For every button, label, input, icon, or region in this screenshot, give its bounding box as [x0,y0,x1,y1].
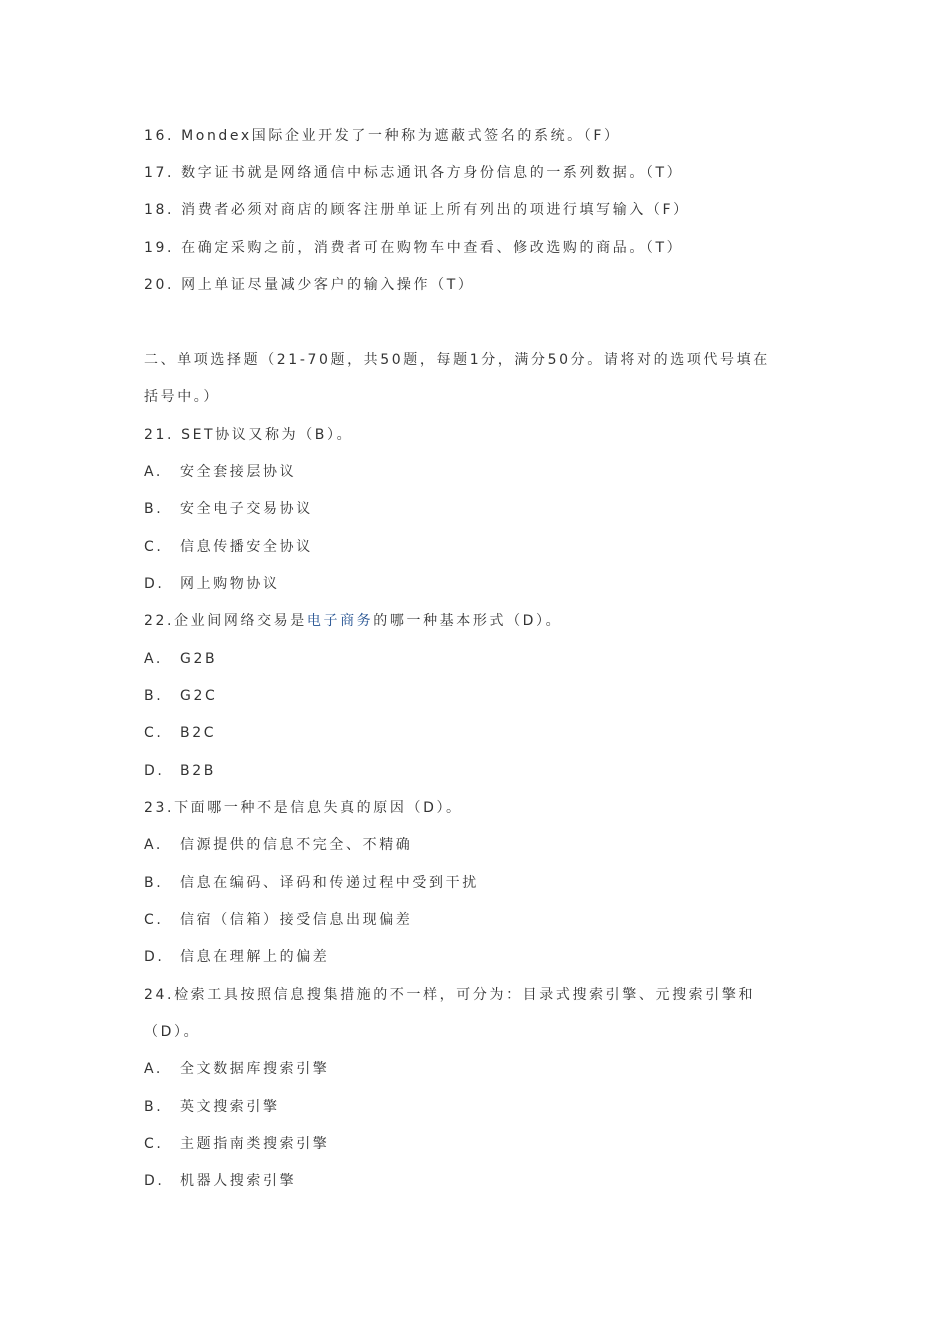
option-letter: C. [144,1136,164,1152]
question-23-option-b [144,874,479,892]
option-letter: A. [144,651,163,667]
option-letter: D. [144,1173,165,1189]
question-24-option-d [144,1172,296,1190]
option-letter: D. [144,576,165,592]
option-text: 信息在理解上的偏差 [180,949,330,965]
option-text: 英文搜索引擎 [180,1099,280,1115]
option-letter: B. [144,1099,164,1115]
question-22-option-b [144,687,217,705]
question-23-option-a [144,836,412,854]
stem-text-after: 的哪一种基本形式（D）。 [373,613,563,629]
option-text: 主题指南类搜索引擎 [180,1136,330,1152]
tf-item-17: 17. 数字证书就是网络通信中标志通讯各方身份信息的一系列数据。（T） [144,165,684,181]
option-letter: A. [144,464,163,480]
section-heading-line1: 二、单项选择题（21-70题，共50题，每题1分，满分50分。请将对的选项代号填在 [144,352,770,368]
question-24-option-b [144,1098,280,1116]
question-21-option-a [144,463,296,481]
option-text: 网上购物协议 [180,576,280,592]
tf-item-16: 16. Mondex国际企业开发了一种称为遮蔽式签名的系统。（F） [144,128,621,144]
option-text: 机器人搜索引擎 [180,1173,297,1189]
tf-item-20: 20. 网上单证尽量减少客户的输入操作（T） [144,277,475,293]
option-letter: C. [144,539,164,555]
question-23-option-c [144,911,412,929]
question-24-option-c [144,1135,329,1153]
option-letter: D. [144,949,165,965]
ecommerce-link[interactable]: 电子商务 [306,613,374,629]
option-text: 信宿（信箱）接受信息出现偏差 [180,912,413,928]
question-22-option-c [144,724,216,742]
question-22-option-d [144,762,216,780]
option-text: 全文数据库搜索引擎 [180,1061,330,1077]
question-21-option-d [144,575,280,593]
stem-text-before: 22.企业间网络交易是 [144,613,307,629]
question-21-stem: 21. SET协议又称为（B）。 [144,427,354,443]
question-22-stem [144,612,562,630]
question-22-option-a [144,650,217,668]
option-letter: D. [144,763,165,779]
question-24-option-a [144,1060,329,1078]
option-letter: B. [144,875,164,891]
option-letter: C. [144,912,164,928]
question-23-stem: 23.下面哪一种不是信息失真的原因（D）。 [144,800,463,816]
option-letter: B. [144,501,164,517]
option-text: B2B [180,763,216,779]
question-21-option-c [144,538,313,556]
option-letter: B. [144,688,164,704]
option-letter: A. [144,1061,163,1077]
question-23-option-d [144,948,329,966]
option-text: 安全套接层协议 [180,464,297,480]
option-text: 信源提供的信息不完全、不精确 [180,837,413,853]
question-24-stem-line2: （D）。 [144,1024,201,1040]
option-letter: A. [144,837,163,853]
tf-item-19: 19. 在确定采购之前，消费者可在购物车中查看、修改选购的商品。（T） [144,240,684,256]
option-text: G2B [180,651,218,667]
option-letter: C. [144,725,164,741]
option-text: 信息在编码、译码和传递过程中受到干扰 [180,875,479,891]
section-heading-line2: 括号中。） [144,389,220,405]
option-text: 信息传播安全协议 [180,539,313,555]
option-text: 安全电子交易协议 [180,501,313,517]
tf-item-18: 18. 消费者必须对商店的顾客注册单证上所有列出的项进行填写输入（F） [144,202,690,218]
question-21-option-b [144,500,313,518]
option-text: G2C [180,688,218,704]
option-text: B2C [180,725,217,741]
question-24-stem-line1: 24.检索工具按照信息搜集措施的不一样，可分为：目录式搜索引擎、元搜索引擎和 [144,987,756,1003]
